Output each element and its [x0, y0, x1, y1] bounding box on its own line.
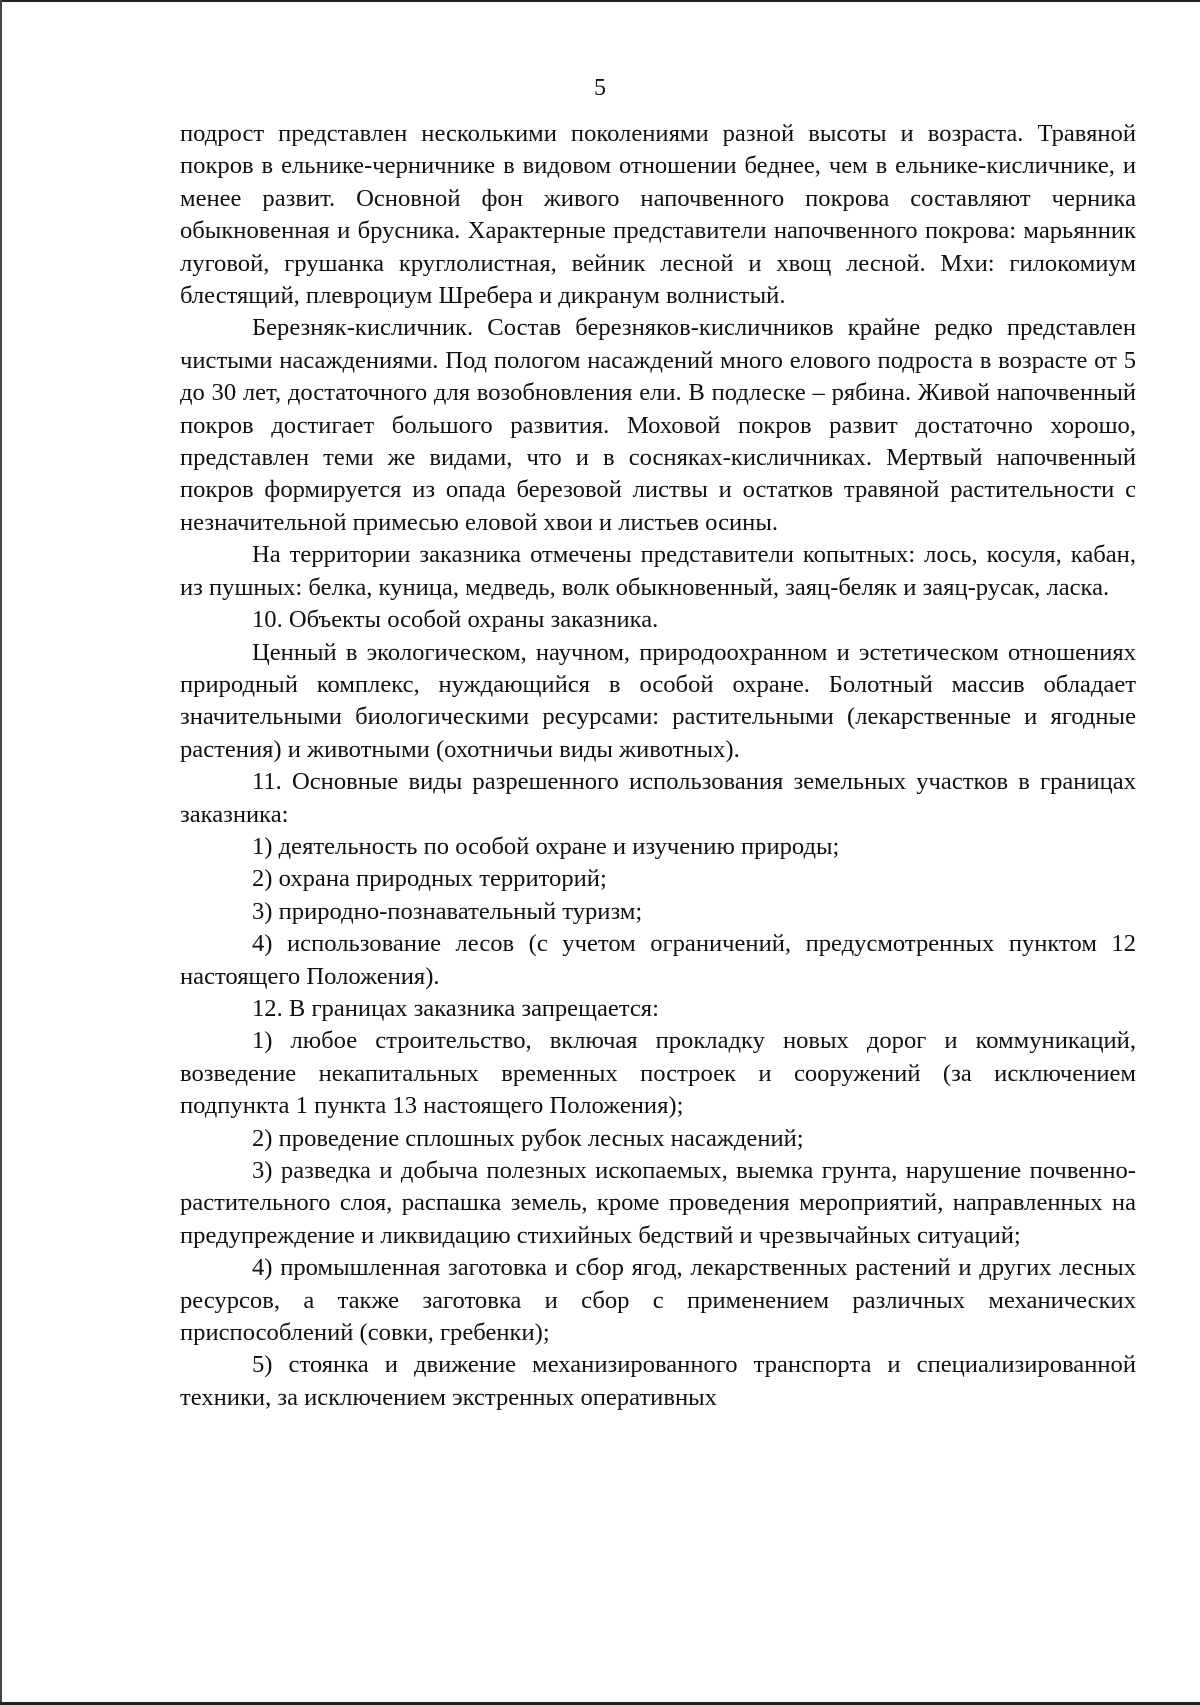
paragraph-birch-forest: Березняк-кисличник. Состав березняков-кисличников крайне редко представлен чистыми насаждениями. Под пологом насаждений много елового подроста в возрасте от 5 до 30 лет, достаточного для возобновления ели. В подлеске – рябина. Живой напочвенный покров достигает большого развития. Моховой покров развит достаточно хорошо, представлен теми же видами, что и в сосняках-кисличниках. Мертвый напочвенный покров формируется из опада березовой листвы и остатков травяной растительности с незначительной примесью еловой хвои и листьев осины. [180, 314, 1136, 536]
list-item-12-4: 4) промышленная заготовка и сбор ягод, лекарственных растений и других лесных ресурсов, а также заготовка и сбор с применением различных механических приспособлений (совки, гребенки); [180, 1254, 1136, 1347]
paragraph-fauna: На территории заказника отмечены представители копытных: лось, косуля, кабан, из пушных: белка, куница, медведь, волк обыкновенный, заяц-беляк и заяц-русак, ласка. [180, 541, 1136, 601]
list-item-12-3: 3) разведка и добыча полезных ископаемых, выемка грунта, нарушение почвенно-растительного слоя, распашка земель, кроме проведения мероприятий, направленных на предупреждение и ликвидацию стихийных бедствий и чрезвычайных ситуаций; [180, 1157, 1136, 1249]
paragraph-continuation: подрост представлен несколькими поколениями разной высоты и возраста. Травяной покров в ельнике-черничнике в видовом отношении беднее, чем в ельнике-кисличнике, и менее развит. Основной фон живого напочвенного покрова составляют черника обыкновенная и брусника. Характерные представители напочвенного покрова: марьянник луговой, грушанка круглолистная, вейник лесной и хвощ лесной. Мхи: гилокомиум блестящий, плевроциум Шребера и дикранум волнистый. [180, 120, 1136, 310]
list-item-12-2: 2) проведение сплошных рубок лесных насаждений; [252, 1124, 804, 1152]
page-number: 5 [594, 75, 606, 101]
list-item-11-1: 1) деятельность по особой охране и изучению природы; [252, 832, 840, 860]
scan-edge-left [0, 0, 2, 1705]
list-item-12-5: 5) стоянка и движение механизированного транспорта и специализированной техники, за исключением экстренных оперативных [180, 1351, 1136, 1411]
section-10-heading: 10. Объекты особой охраны заказника. [252, 606, 659, 634]
list-item-11-4: 4) использование лесов (с учетом ограничений, предусмотренных пунктом 12 настоящего Положения). [180, 930, 1136, 990]
section-11-heading: 11. Основные виды разрешенного использования земельных участков в границах заказника: [180, 768, 1136, 828]
paragraph-protection-objects: Ценный в экологическом, научном, природоохранном и эстетическом отношениях природный комплекс, нуждающийся в особой охране. Болотный массив обладает значительными биологическими ресурсами: растительными (лекарственные и ягодные растения) и животными (охотничьи виды животных). [180, 638, 1136, 763]
section-12-heading: 12. В границах заказника запрещается: [252, 994, 659, 1022]
list-item-11-3: 3) природно-познавательный туризм; [252, 897, 643, 925]
list-item-11-2: 2) охрана природных территорий; [252, 865, 607, 893]
document-body [180, 118, 1136, 1414]
list-item-12-1: 1) любое строительство, включая прокладку новых дорог и коммуникаций, возведение некапитальных временных построек и сооружений (за исключением подпункта 1 пункта 13 настоящего Положения); [180, 1027, 1136, 1120]
scan-edge-top [0, 0, 1200, 2]
